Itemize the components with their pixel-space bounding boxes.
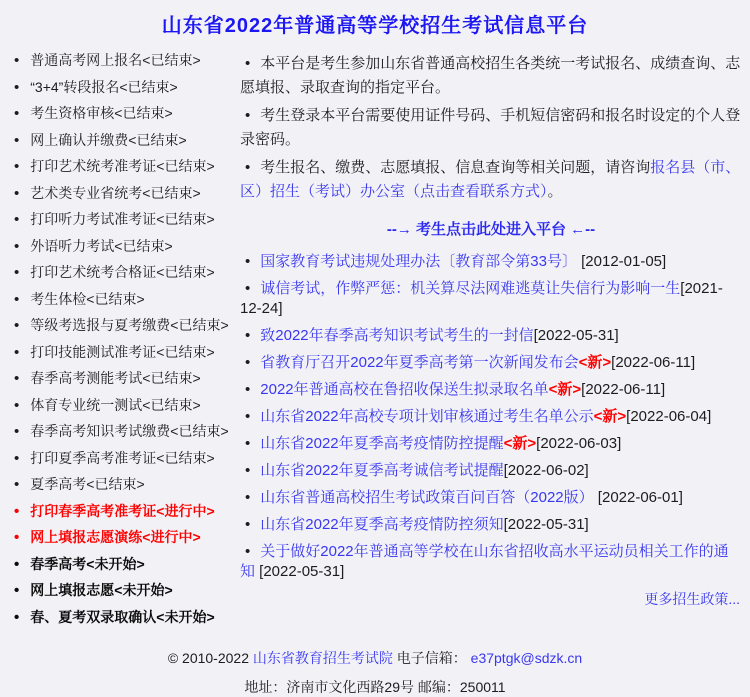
news-link[interactable]: 省教育厅召开2022年夏季高考第一次新闻发布会 (260, 354, 579, 371)
sidebar-item[interactable] (6, 158, 238, 175)
sidebar-item-label: 夏季高考<已结束> (30, 476, 145, 492)
sidebar-item[interactable] (6, 529, 238, 546)
news-date: [2022-06-11] (611, 354, 696, 371)
sidebar-item[interactable] (6, 132, 238, 149)
bullet-icon (240, 462, 260, 479)
sidebar-item-label: 普通高考网上报名<已结束> (30, 52, 201, 68)
news-date: [2022-06-03] (536, 435, 622, 452)
intro-list (240, 52, 742, 204)
bullet-icon (6, 317, 30, 333)
news-item[interactable] (240, 353, 742, 373)
news-date: [2022-05-31] (533, 327, 619, 344)
news-date: [2022-06-11] (581, 381, 666, 398)
sidebar-item-label: 外语听力考试<已结束> (30, 237, 173, 254)
more-policies-link[interactable]: 更多招生政策... (644, 591, 740, 607)
email-label: 电子信箱： (392, 650, 471, 666)
sidebar-item[interactable] (6, 423, 238, 440)
bullet-icon (6, 476, 30, 492)
sidebar-item[interactable] (6, 556, 238, 573)
news-date: [2022-05-31] (259, 563, 345, 580)
footer (0, 648, 750, 697)
news-link[interactable]: 国家教育考试违规处理办法〔教育部令第33号〕 (260, 253, 577, 270)
sidebar-item[interactable] (6, 238, 238, 255)
bullet-icon (6, 344, 30, 360)
new-badge: <新> (578, 354, 612, 371)
sidebar-item-label: 考生体检<已结束> (30, 290, 145, 307)
sidebar-item-label: 艺术类专业省统考<已结束> (30, 184, 201, 201)
sidebar-item[interactable] (6, 582, 238, 599)
bullet-icon (6, 582, 30, 598)
intro-text: 考生报名、缴费、志愿填报、信息查询等相关问题，请咨询 (260, 159, 651, 176)
sidebar-progress-list (0, 42, 238, 635)
news-link[interactable]: 关于做好2022年普通高等学校在山东省招收高水平运动员相关工作的通知 (240, 543, 729, 580)
bullet-icon (6, 238, 30, 254)
org-link[interactable]: 山东省教育招生考试院 (252, 650, 393, 666)
intro-text: 本平台是考生参加山东省普通高校招生各类统一考试报名、成绩查询、志愿填报、录取查询的指定平台。 (240, 55, 741, 96)
sidebar-item-label: 考生资格审核<已结束> (30, 105, 173, 121)
news-date: [2022-06-04] (626, 408, 712, 425)
bullet-icon (240, 55, 260, 72)
news-link[interactable]: 2022年普通高校在鲁招收保送生拟录取名单 (260, 381, 549, 398)
bullet-icon (6, 397, 30, 413)
news-item[interactable] (240, 326, 742, 346)
news-item[interactable] (240, 252, 742, 272)
sidebar-item-label: 网上填报志愿演练<进行中> (30, 529, 201, 545)
bullet-icon (6, 79, 30, 95)
bullet-icon (6, 450, 30, 466)
email-link[interactable]: e37ptgk@sdzk.cn (470, 650, 583, 666)
sidebar-item-label: 打印听力考试准考证<已结束> (30, 211, 215, 227)
content-area (0, 42, 750, 635)
sidebar-item[interactable] (6, 79, 238, 96)
news-link[interactable]: 山东省2022年夏季高考疫情防控须知 (260, 516, 504, 533)
new-badge: <新> (593, 408, 627, 425)
sidebar-item-label: 网上填报志愿<未开始> (30, 582, 173, 598)
enter-platform-row (240, 218, 742, 239)
sidebar-item-label: 打印艺术统考合格证<已结束> (30, 264, 215, 280)
footer-address-line: 地址：济南市文化西路29号 邮编：250011 (244, 679, 506, 695)
new-badge: <新> (503, 435, 537, 452)
news-item[interactable] (240, 542, 742, 582)
sidebar-item[interactable] (6, 450, 238, 467)
sidebar-item[interactable] (6, 370, 238, 387)
sidebar-item[interactable] (6, 503, 238, 520)
news-date: [2021-12-24] (240, 280, 723, 317)
enter-platform-link[interactable]: --→ 考生点击此处进入平台 ←-- (386, 221, 596, 238)
sidebar-item[interactable] (6, 185, 238, 202)
news-link[interactable]: 山东省普通高校招生考试政策百问百答（2022版） (260, 489, 594, 506)
news-item[interactable] (240, 461, 742, 481)
sidebar-item-label: 体育专业统一测试<已结束> (30, 396, 201, 413)
more-row (240, 589, 742, 609)
news-link[interactable]: 诚信考试，作弊严惩：机关算尽法网难逃莫让失信行为影响一生 (260, 280, 681, 297)
bullet-icon (6, 264, 30, 280)
news-link[interactable]: 致2022年春季高考知识考试考生的一封信 (260, 327, 534, 344)
bullet-icon (240, 159, 260, 176)
news-link[interactable]: 山东省2022年夏季高考诚信考试提醒 (260, 462, 504, 479)
news-date: [2022-06-02] (503, 462, 589, 479)
bullet-icon (6, 211, 30, 227)
intro-paragraph (240, 156, 742, 204)
bullet-icon (240, 516, 260, 533)
sidebar-item-label: “3+4”转段报名<已结束> (30, 78, 178, 95)
sidebar-item[interactable] (6, 291, 238, 308)
page-title: 山东省2022年普通高等学校招生考试信息平台 (161, 15, 589, 37)
sidebar-item[interactable] (6, 317, 238, 334)
main-column (238, 42, 750, 609)
sidebar-item-label: 打印艺术统考准考证<已结束> (30, 158, 215, 174)
sidebar-item-label: 打印技能测试准考证<已结束> (30, 343, 215, 360)
intro-suffix: 。 (547, 183, 563, 200)
bullet-icon (240, 327, 260, 344)
bullet-icon (240, 381, 260, 398)
sidebar-item[interactable] (6, 344, 238, 361)
footer-copyright-line (0, 648, 750, 668)
sidebar-item-label: 等级考选报与夏考缴费<已结束> (30, 317, 229, 333)
sidebar-item-label: 打印夏季高考准考证<已结束> (30, 449, 215, 466)
news-item[interactable] (240, 279, 742, 319)
news-item[interactable] (240, 515, 742, 535)
contact-office-link[interactable]: 报名县（市、区）招生（考试）办公室（点击查看联系方式） (240, 159, 741, 200)
copyright-text: © 2010-2022 (167, 650, 253, 666)
bullet-icon (6, 370, 30, 386)
news-item[interactable] (240, 407, 742, 427)
sidebar-item-label: 春季高考测能考试<已结束> (30, 370, 201, 386)
bullet-icon (6, 132, 30, 148)
bullet-icon (6, 503, 30, 519)
sidebar-item-label: 打印春季高考准考证<进行中> (30, 502, 215, 519)
bullet-icon (240, 107, 260, 124)
sidebar-item[interactable] (6, 476, 238, 493)
bullet-icon (240, 280, 260, 297)
new-badge: <新> (548, 381, 582, 398)
bullet-icon (240, 354, 260, 371)
news-item[interactable] (240, 380, 742, 400)
bullet-icon (6, 158, 30, 174)
bullet-icon (6, 185, 30, 201)
intro-paragraph (240, 52, 742, 100)
bullet-icon (6, 291, 30, 307)
news-date: [2012-01-05] (576, 253, 667, 270)
intro-paragraph (240, 104, 742, 152)
news-date: [2022-06-01] (593, 489, 683, 506)
sidebar-item[interactable] (6, 211, 238, 228)
bullet-icon (240, 253, 260, 270)
sidebar-item-label: 春、夏考双录取确认<未开始> (30, 608, 215, 625)
bullet-icon (6, 556, 30, 572)
bullet-icon (6, 105, 30, 121)
sidebar-item[interactable] (6, 264, 238, 281)
sidebar-item[interactable] (6, 397, 238, 414)
sidebar-item[interactable] (6, 52, 238, 69)
news-item[interactable] (240, 434, 742, 454)
bullet-icon (240, 489, 260, 506)
bullet-icon (240, 543, 260, 560)
news-item[interactable] (240, 488, 742, 508)
bullet-icon (6, 423, 30, 439)
sidebar-item-label: 春季高考<未开始> (30, 555, 145, 572)
bullet-icon (6, 609, 30, 625)
sidebar-item-label: 春季高考知识考试缴费<已结束> (30, 423, 229, 439)
bullet-icon (6, 529, 30, 545)
sidebar-item[interactable] (6, 105, 238, 122)
news-link[interactable]: 山东省2022年夏季高考疫情防控提醒 (260, 435, 504, 452)
sidebar-item[interactable] (6, 609, 238, 626)
bullet-icon (240, 408, 260, 425)
news-link[interactable]: 山东省2022年高校专项计划审核通过考生名单公示 (260, 408, 594, 425)
news-date: [2022-05-31] (503, 516, 589, 533)
intro-text: 考生登录本平台需要使用证件号码、手机短信密码和报名时设定的个人登录密码。 (240, 107, 741, 148)
news-list (240, 252, 742, 582)
sidebar-item-label: 网上确认并缴费<已结束> (30, 131, 187, 148)
bullet-icon (6, 52, 30, 68)
bullet-icon (240, 435, 260, 452)
